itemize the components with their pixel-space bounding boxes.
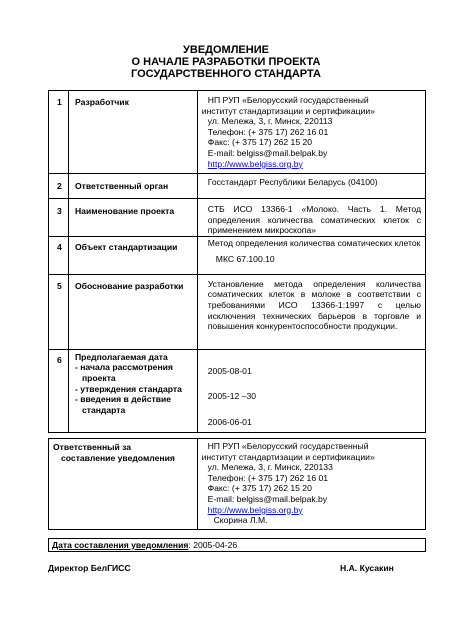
developer-fax: Факс: (+ 375 17) 262 15 20 — [207, 137, 313, 148]
responsible-org-line: институт стандартизации и сертификации» — [201, 451, 375, 462]
approval-label: - утверждения стандарта — [74, 383, 182, 394]
date-cell — [49, 539, 426, 552]
responsible-info — [197, 439, 425, 530]
start-review-label-cont: проекта — [81, 372, 116, 383]
row-number: 2 — [49, 174, 69, 199]
responsible-phone: Телефон: (+ 375 17) 262 16 01 — [207, 472, 329, 483]
table-row — [49, 349, 426, 432]
table-row — [49, 274, 426, 349]
responsible-website-link[interactable]: http://www.belgiss.org.by — [207, 504, 303, 515]
developer-phone: Телефон: (+ 375 17) 262 16 01 — [207, 126, 329, 137]
effective-label-cont: стандарта — [81, 404, 126, 415]
developer-website-link[interactable]: http://www.belgiss.org.by — [207, 158, 303, 169]
developer-info — [197, 91, 425, 174]
project-name: СТБ ИСО 13366-1 «Молоко. Часть 1. Метод определения количества соматических клеток с применением микроскопа» — [197, 199, 425, 237]
row-label: Ответственный орган — [68, 174, 197, 199]
object-text: Метод определения количества соматических клеток — [207, 237, 421, 248]
row-number: 5 — [49, 274, 69, 349]
developer-line: институт стандартизации и сертификации» — [201, 105, 375, 116]
row-number: 4 — [49, 236, 69, 274]
expected-dates-labels — [68, 349, 197, 432]
ics-code: МКС 67.100.10 — [215, 254, 275, 265]
responsible-table — [48, 438, 426, 530]
responsible-label-line2: составление уведомления — [61, 452, 175, 463]
table-row — [49, 199, 426, 237]
row-number: 1 — [49, 91, 69, 174]
developer-address: ул. Мележа, 3, г. Минск, 220113 — [207, 116, 333, 127]
table-row — [49, 91, 426, 174]
doc-title-line1: УВЕДОМЛЕНИЕ — [183, 44, 269, 56]
justification: Установление метода определения количества соматических клеток в молоке в соответствии с требованиями ИСО 13366-1:1997 с целью исключения технических барьеров в торговле и повышения конкурентоспособности продукции. — [197, 274, 425, 349]
developer-line: НП РУП «Белорусский государственный — [207, 95, 369, 105]
row-label: Наименование проекта — [68, 199, 197, 237]
row-label: Предполагаемая дата — [74, 351, 168, 362]
responsible-person: Скорина Л.М. — [213, 515, 268, 526]
effective-date: 2006-06-01 — [207, 416, 252, 427]
row-number: 6 — [49, 349, 69, 432]
doc-title-line2: О НАЧАЛЕ РАЗРАБОТКИ ПРОЕКТА — [131, 56, 321, 68]
standardization-object — [197, 236, 425, 274]
responsible-address: ул. Мележа, 3, г. Минск, 220133 — [207, 462, 333, 473]
developer-email: E-mail: belgiss@mail.belpak.by — [207, 147, 328, 158]
responsible-org-line: НП РУП «Белорусский государственный — [207, 441, 369, 451]
row-number: 3 — [49, 199, 69, 237]
start-review-date: 2005-08-01 — [207, 365, 252, 376]
approval-date: 2005-12 –30 — [207, 391, 257, 402]
effective-label: - введения в действие — [74, 394, 172, 405]
responsible-body: Госстандарт Республики Беларусь (04100) — [197, 174, 425, 199]
row-label: Объект стандартизации — [68, 236, 197, 274]
row-label: Разработчик — [68, 91, 197, 174]
responsible-email: E-mail: belgiss@mail.belpak.by — [207, 493, 328, 504]
row-label: Обоснование разработки — [68, 274, 197, 349]
info-table — [48, 90, 426, 433]
expected-dates — [197, 349, 425, 432]
start-review-label: - начала рассмотрения — [74, 362, 173, 373]
table-row — [49, 174, 426, 199]
responsible-label-line1: Ответственный за — [53, 442, 132, 452]
responsible-fax: Факс: (+ 375 17) 262 15 20 — [207, 483, 312, 494]
director-name: Н.А. Кусакин — [340, 563, 394, 573]
table-row — [49, 236, 426, 274]
responsible-label — [49, 439, 198, 530]
date-value: : 2005-04-26 — [188, 540, 238, 550]
doc-title-line3: ГОСУДАРСТВЕННОГО СТАНДАРТА — [131, 68, 321, 80]
director-title: Директор БелГИСС — [48, 563, 131, 573]
date-label: Дата составления уведомления — [52, 540, 189, 550]
date-table — [48, 538, 426, 552]
